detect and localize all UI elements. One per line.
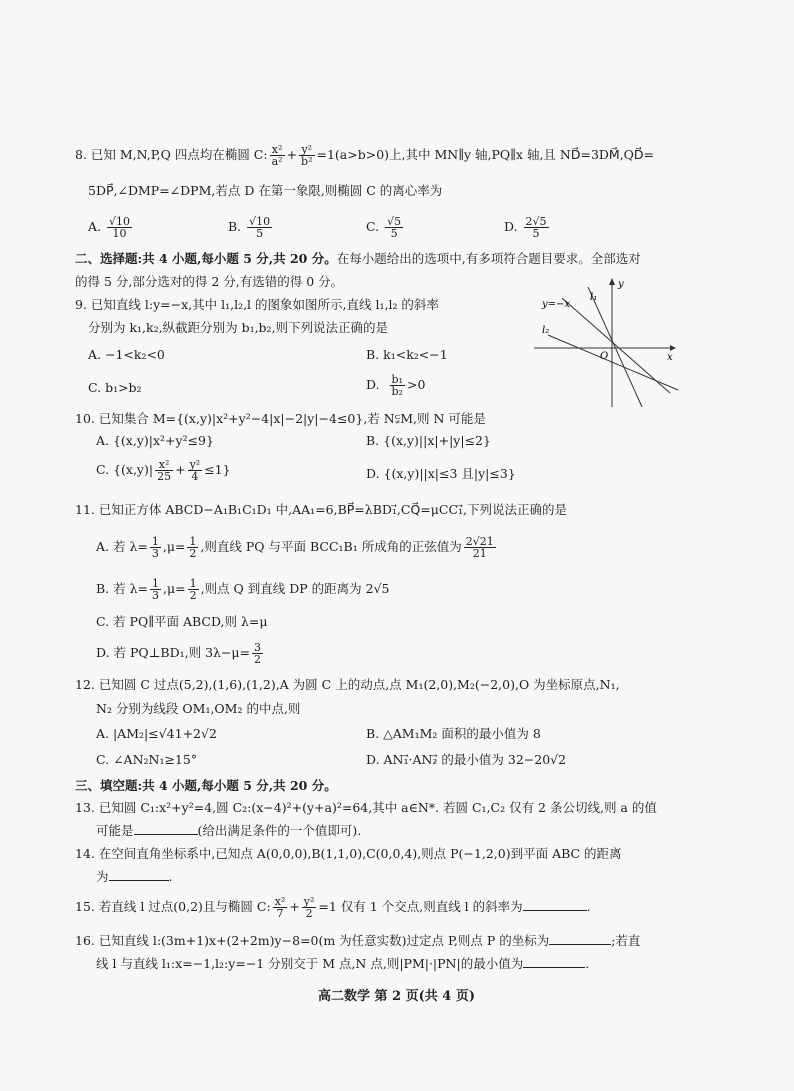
q12-line2: N₂ 分别为线段 OM₁,OM₂ 的中点,则 bbox=[96, 701, 301, 716]
q14-line1: 14. 在空间直角坐标系中,已知点 A(0,0,0),B(1,1,0),C(0,0,4),则点 P(−1,2,0)到平面 ABC 的距离 bbox=[75, 846, 622, 861]
q13-line1: 13. 已知圆 C₁:x²+y²=4,圆 C₂:(x−4)²+(y+a)²=64,其中 a∈N*. 若圆 C₁,C₂ 仅有 2 条公切线,则 a 的值 bbox=[75, 800, 657, 815]
line-y-neg-x bbox=[562, 298, 670, 393]
line-l1 bbox=[588, 287, 642, 407]
q8-frac-x: $\frac{\text{x²}}{\text{a²}}$ bbox=[271, 143, 283, 168]
q10-option-a: A. {(x,y)|x²+y²≤9} bbox=[96, 433, 214, 448]
q9-line1: 9. 已知直线 l:y=−x,其中 l₁,l₂,l 的图象如图所示,直线 l₁,l₂ 的斜率 bbox=[75, 297, 439, 312]
label-origin: O bbox=[600, 351, 609, 362]
q11-option-b: B. 若 λ= $\frac{1}{3}$ ,μ= $\frac{1}{2}$ ,则点 Q 到直线 DP 的距离为 2√5 bbox=[96, 577, 390, 602]
q16-answer-blank-1[interactable] bbox=[549, 932, 611, 945]
q16-answer-blank-2[interactable] bbox=[523, 955, 585, 968]
q16-line2: 线 l 与直线 l₁:x=−1,l₂:y=−1 分别交于 M 点,N 点,则|PM|·|PN|的最小值为 . bbox=[96, 956, 590, 971]
q11-line1: 11. 已知正方体 ABCD−A₁B₁C₁D₁ 中,AA₁=6,BP⃗=λBD₁⃗,CQ⃗=μCC₁⃗,下列说法正确的是 bbox=[75, 502, 568, 517]
q8-option-a: A. $\frac{√10}{10}$ bbox=[88, 215, 131, 240]
page-footer: 高二数学 第 2 页(共 4 页) bbox=[318, 989, 476, 1004]
q8-option-d: D. $\frac{2√5}{5}$ bbox=[504, 215, 547, 240]
q8-option-c: C. $\frac{√5}{5}$ bbox=[366, 215, 402, 240]
q8-line2: 5DP⃗,∠DMP=∠DPM,若点 D 在第一象限,则椭圆 C 的离心率为 bbox=[88, 183, 443, 198]
q12-option-c: C. ∠AN₂N₁≥15° bbox=[96, 752, 198, 767]
q13-line2: 可能是 (给出满足条件的一个值即可). bbox=[96, 823, 362, 838]
q15-line: 15. 若直线 l 过点(0,2)且与椭圆 C: $\frac{\text{x²}}{7}$ + $\frac{\text{y²}}{2}$ =1 仅有 1 个交点,则直线 l 的斜率为 . bbox=[75, 895, 591, 920]
q8-frac-y: $\frac{\text{y²}}{\text{b²}}$ bbox=[301, 143, 313, 168]
q9-option-c: C. b₁>b₂ bbox=[88, 380, 142, 395]
q10-option-b: B. {(x,y)||x|+|y|≤2} bbox=[366, 433, 491, 448]
label-l1: l₁ bbox=[590, 292, 598, 303]
x-axis-arrow bbox=[670, 345, 676, 351]
q14-line2: 为 . bbox=[96, 869, 173, 884]
section3-title: 三、填空题:共 4 小题,每小题 5 分,共 20 分。 bbox=[75, 778, 337, 793]
q10-line1: 10. 已知集合 M={(x,y)|x²+y²−4|x|−2|y|−4≤0},若 N⫋M,则 N 可能是 bbox=[75, 411, 486, 426]
label-x: x bbox=[667, 352, 673, 363]
q12-option-d: D. AN₁⃗·AN₂⃗ 的最小值为 32−20√2 bbox=[366, 752, 567, 767]
section2-desc: 的得 5 分,部分选对的得 2 分,有选错的得 0 分。 bbox=[75, 274, 344, 289]
q11-option-a: A. 若 λ= $\frac{1}{3}$ ,μ= $\frac{1}{2}$ ,则直线 PQ 与平面 BCC₁B₁ 所成角的正弦值为 $\frac{2√21}{21}$ bbox=[96, 535, 494, 560]
q9-option-d: D. $\frac{\text{b₁}}{\text{b₂}}$ >0 bbox=[366, 373, 426, 398]
q16-line1: 16. 已知直线 l:(3m+1)x+(2+2m)y−8=0(m 为任意实数)过定点 P,则点 P 的坐标为 ;若直 bbox=[75, 933, 641, 948]
q8-option-b: B. $\frac{√10}{5}$ bbox=[228, 215, 271, 240]
q15-answer-blank[interactable] bbox=[523, 898, 587, 911]
q8-line1: 8. 已知 M,N,P,Q 四点均在椭圆 C: $\frac{\text{x²}}{\text{a²}}$ + $\frac{\text{y²}}{\text{b²}}$ =1(a>b>0)上,其中 MN∥y 轴,PQ∥x 轴,且 ND⃗=3DM⃗,QD⃗= bbox=[75, 143, 655, 168]
q10-option-c: C. {(x,y)| $\frac{\text{x²}}{25}$ + $\frac{\text{y²}}{4}$ ≤1} bbox=[96, 458, 231, 483]
q11-option-d: D. 若 PQ⊥BD₁,则 3λ−μ= $\frac{3}{2}$ bbox=[96, 641, 262, 666]
q9-option-b: B. k₁<k₂<−1 bbox=[366, 347, 448, 362]
section2-title: 二、选择题:共 4 小题,每小题 5 分,共 20 分。在每小题给出的选项中,有多项符合题目要求。全部选对 bbox=[75, 251, 641, 266]
q12-option-b: B. △AM₁M₂ 面积的最小值为 8 bbox=[366, 726, 541, 741]
q11-option-c: C. 若 PQ∥平面 ABCD,则 λ=μ bbox=[96, 614, 268, 629]
label-l2: l₂ bbox=[542, 325, 550, 336]
q14-answer-blank[interactable] bbox=[109, 868, 169, 881]
q10-option-d: D. {(x,y)||x|≤3 且|y|≤3} bbox=[366, 466, 516, 481]
q13-answer-blank[interactable] bbox=[134, 822, 198, 835]
label-y-neg-x: y=−x bbox=[542, 299, 571, 310]
q12-line1: 12. 已知圆 C 过点(5,2),(1,6),(1,2),A 为圆 C 上的动点,点 M₁(2,0),M₂(−2,0),O 为坐标原点,N₁, bbox=[75, 677, 620, 692]
q9-line-graph bbox=[530, 275, 680, 410]
label-y: y bbox=[618, 279, 624, 290]
q9-option-a: A. −1<k₂<0 bbox=[88, 347, 165, 362]
q9-line2: 分别为 k₁,k₂,纵截距分别为 b₁,b₂,则下列说法正确的是 bbox=[88, 320, 389, 335]
q12-option-a: A. |AM₂|≤√41+2√2 bbox=[96, 726, 217, 741]
y-axis-arrow bbox=[609, 278, 615, 285]
